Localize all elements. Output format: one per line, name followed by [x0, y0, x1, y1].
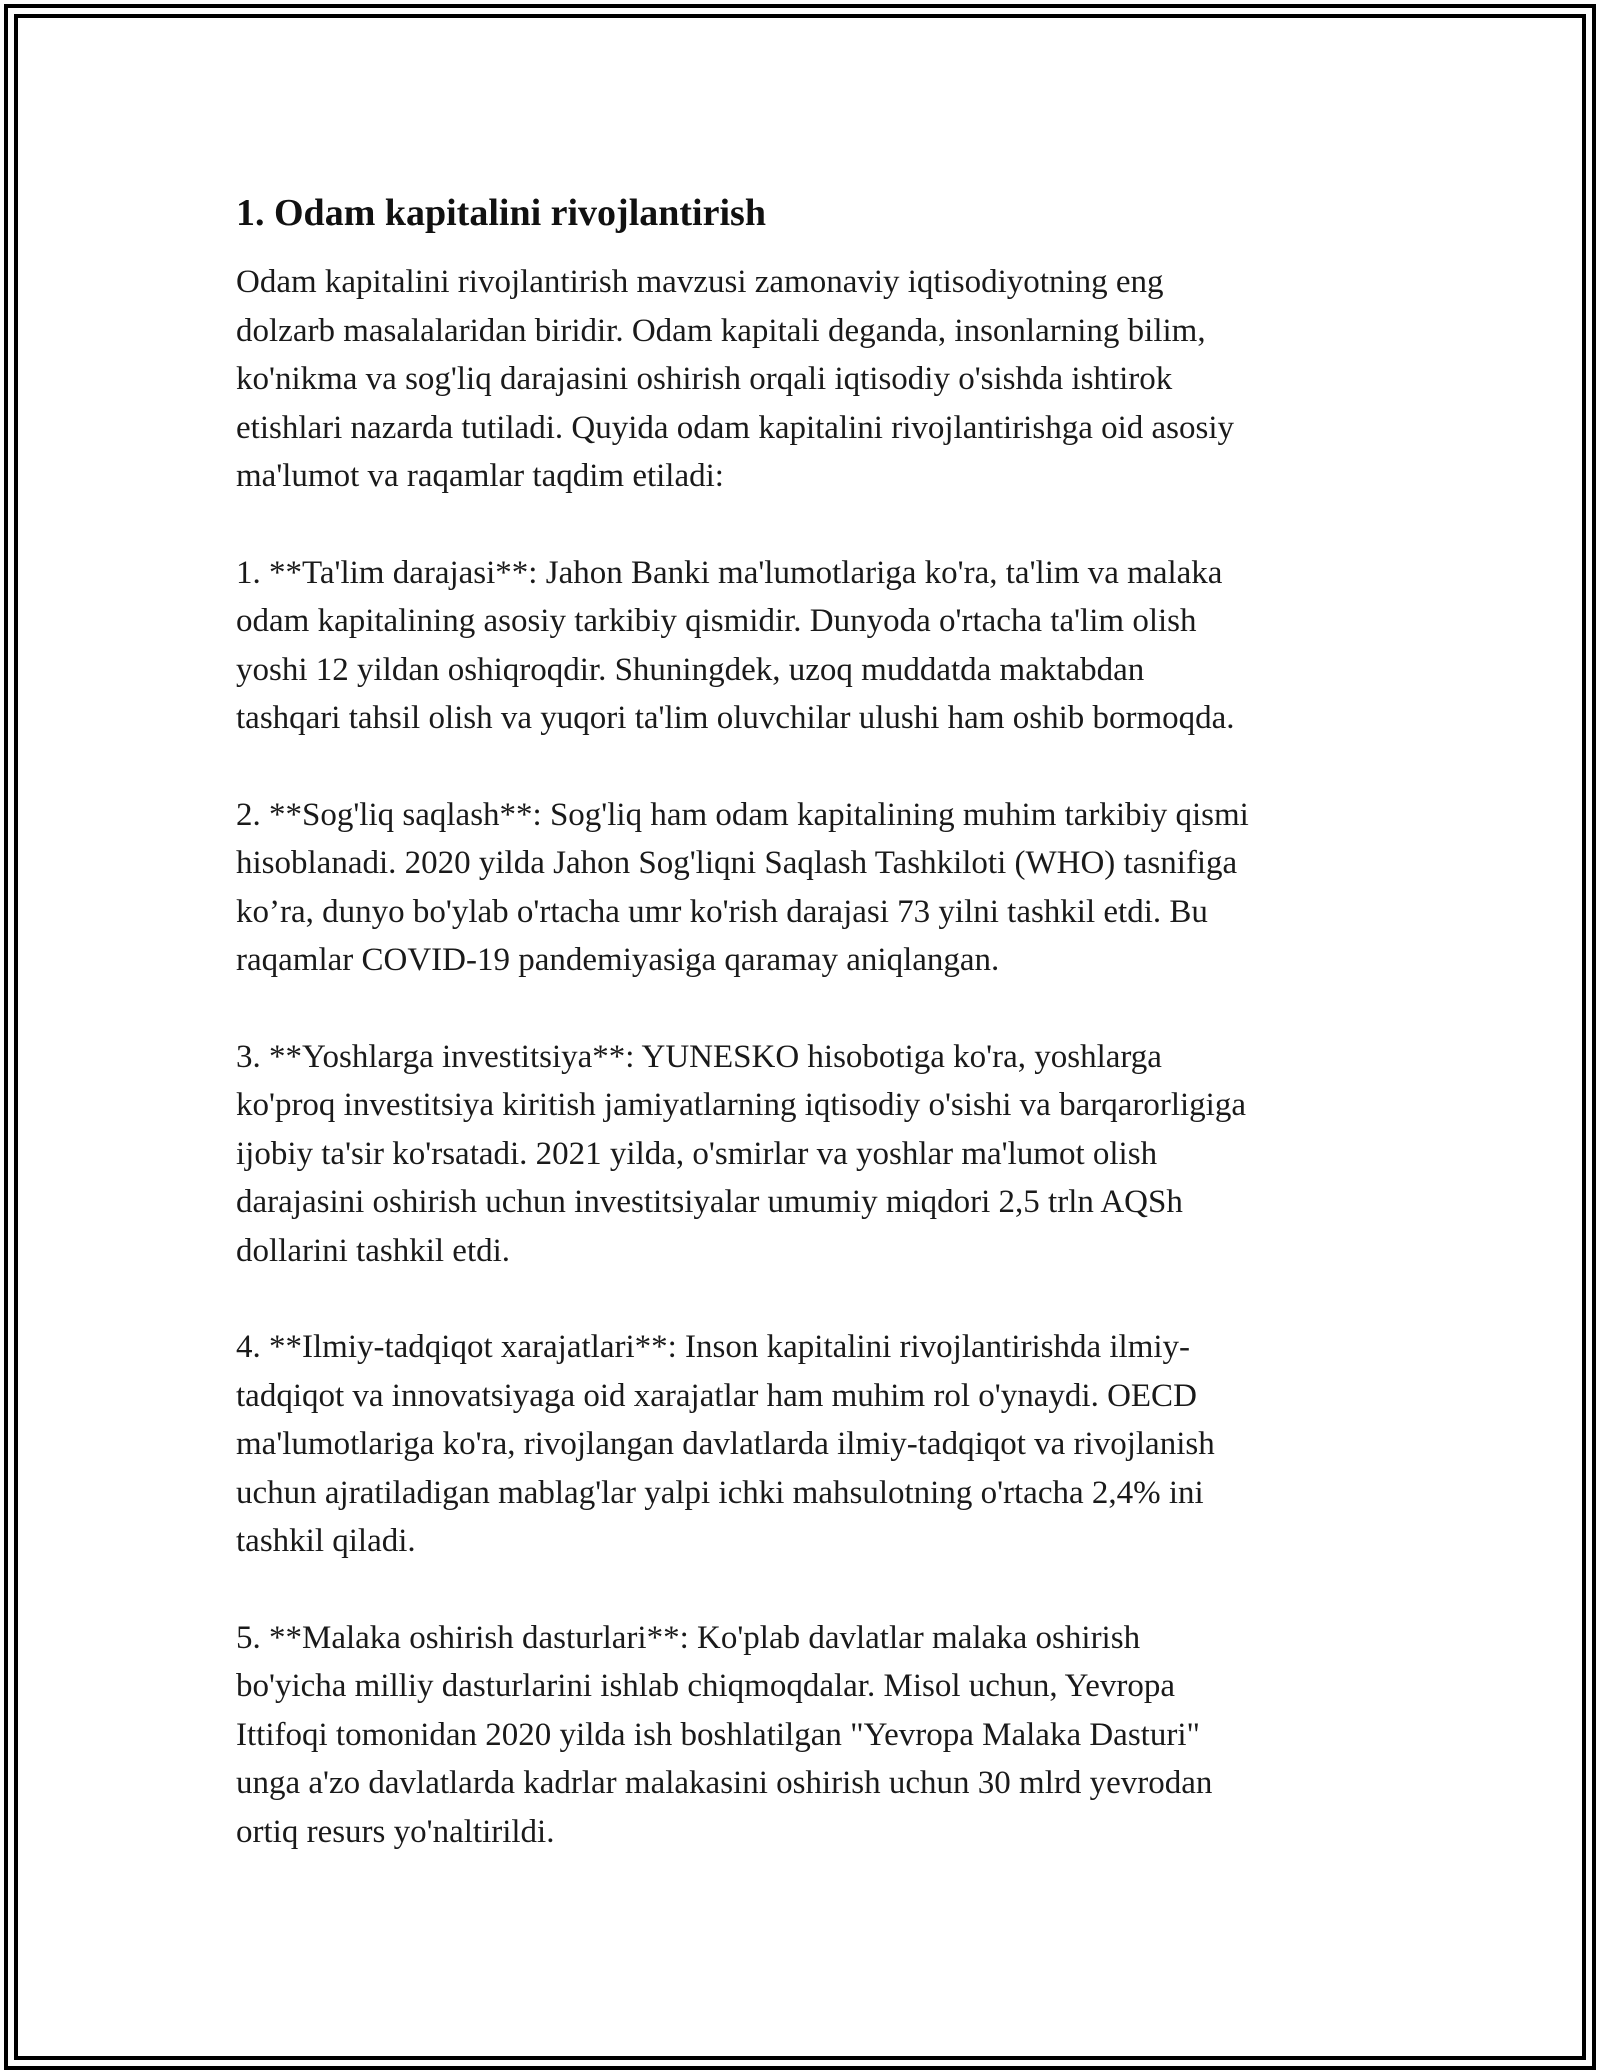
section-malaka-oshirish: 5. **Malaka oshirish dasturlari**: Ko'plab davlatlar malaka oshirish bo'yicha milliy dasturlarini ishlab chiqmoqdalar. Misol uchun, Yevropa Ittifoqi tomonidan 2020 yilda ish boshlatilgan "Yevropa Malaka Dasturi" unga a'zo davlatlarda kadrlar malakasini oshirish uchun 30 mlrd yevrodan ortiq resurs yo'naltirildi.	[236, 1619, 1213, 1850]
document-title: 1. Odam kapitalini rivojlantirish	[236, 192, 766, 234]
document-body	[236, 186, 1376, 1904]
section-yoshlarga-investitsiya: 3. **Yoshlarga investitsiya**: YUNESKO hisobotiga ko'ra, yoshlarga ko'proq investitsiya kiritish jamiyatlarning iqtisodiy o'sishi va barqarorligiga ijobiy ta'sir ko'rsatadi. 2021 yilda, o'smirlar va yoshlar ma'lumot olish darajasini oshirish uchun investitsiyalar umumiy miqdori 2,5 trln AQSh dollarini tashkil etdi.	[236, 1038, 1246, 1269]
section-ilmiy-tadqiqot: 4. **Ilmiy-tadqiqot xarajatlari**: Inson kapitalini rivojlantirishda ilmiy- tadqiqot va innovatsiyaga oid xarajatlar ham muhim rol o'ynaydi. OECD ma'lumotlariga ko'ra, rivojlangan davlatlarda ilmiy-tadqiqot va rivojlanish uchun ajratiladigan mablag'lar yalpi ichki mahsulotning o'rtacha 2,4% ini tashkil qiladi.	[236, 1329, 1215, 1559]
section-talim-darajasi: 1. **Ta'lim darajasi**: Jahon Banki ma'lumotlariga ko'ra, ta'lim va malaka odam kapitalining asosiy tarkibiy qismidir. Dunyoda o'rtacha ta'lim olish yoshi 12 yildan oshiqroqdir. Shuningdek, uzoq muddatda maktabdan tashqari tahsil olish va yuqori ta'lim oluvchilar ulushi ham oshib bormoqda.	[236, 554, 1235, 736]
section-sogliq-saqlash: 2. **Sog'liq saqlash**: Sog'liq ham odam kapitalining muhim tarkibiy qismi hisoblanadi. 2020 yilda Jahon Sog'liqni Saqlash Tashkiloti (WHO) tasnifiga ko’ra, dunyo bo'ylab o'rtacha umr ko'rish darajasi 73 yilni tashkil etdi. Bu raqamlar COVID-19 pandemiyasiga qaramay aniqlangan.	[236, 796, 1249, 978]
intro-paragraph: Odam kapitalini rivojlantirish mavzusi zamonaviy iqtisodiyotning eng dolzarb masalalaridan biridir. Odam kapitali deganda, insonlarning bilim, ko'nikma va sog'liq darajasini oshirish orqali iqtisodiy o'sishda ishtirok etishlari nazarda tutiladi. Quyida odam kapitalini rivojlantirishga oid asosiy ma'lumot va raqamlar taqdim etiladi:	[236, 264, 1235, 494]
